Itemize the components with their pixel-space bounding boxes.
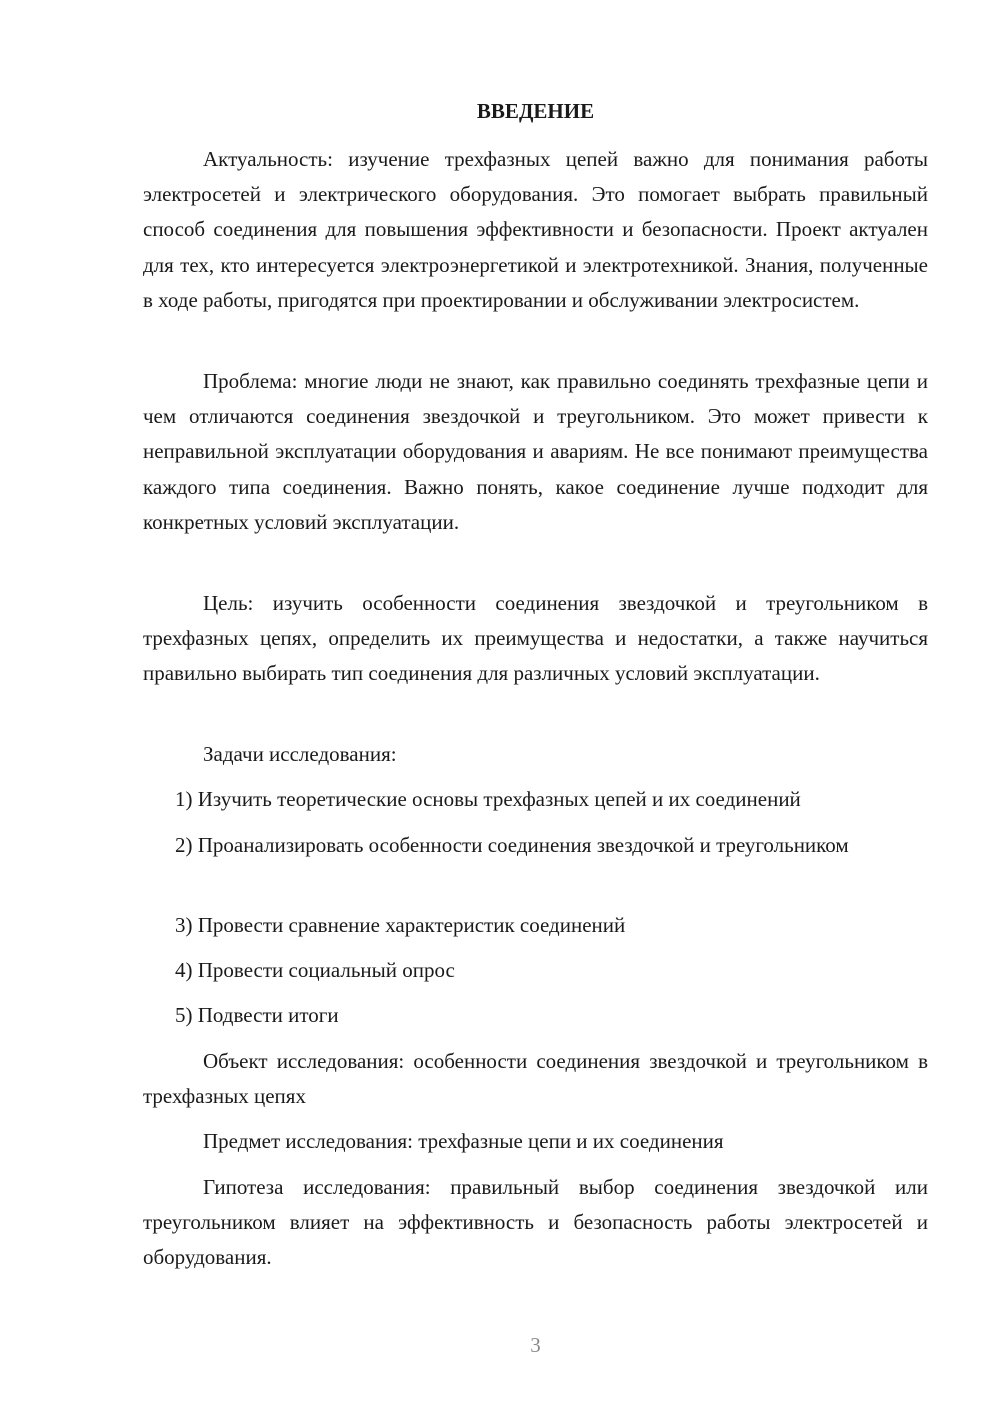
task-item-2: 2) Проанализировать особенности соединения звездочкой и треугольником (175, 833, 849, 857)
hypothesis-paragraph: Гипотеза исследования: правильный выбор соединения звездочкой или треугольником влияет на эффективность и безопасность работы электросетей и оборудования. (143, 1175, 928, 1270)
task-item-5: 5) Подвести итоги (175, 1003, 339, 1027)
document-page (143, 0, 928, 1414)
problem-paragraph: Проблема: многие люди не знают, как правильно соединять трехфазные цепи и чем отличаются соединения звездочкой и треугольником. Это может привести к неправильной эксплуатации оборудования и авариям. Не все понимают преимущества каждого типа соединения. Важно понять, какое соединение лучше подходит для конкретных условий эксплуатации. (143, 369, 928, 534)
object-paragraph: Объект исследования: особенности соединения звездочкой и треугольником в трехфазных цепях (143, 1049, 928, 1109)
goal-paragraph: Цель: изучить особенности соединения звездочкой и треугольником в трехфазных цепях, определить их преимущества и недостатки, а также научиться правильно выбирать тип соединения для различных условий эксплуатации. (143, 591, 928, 686)
task-item-3: 3) Провести сравнение характеристик соединений (175, 913, 626, 937)
section-title: ВВЕДЕНИЕ (476, 99, 595, 123)
relevance-paragraph: Актуальность: изучение трехфазных цепей важно для понимания работы электросетей и электрического оборудования. Это помогает выбрать правильный способ соединения для повышения эффективности и безопасности. Проект актуален для тех, кто интересуется электроэнергетикой и электротехникой. Знания, полученные в ходе работы, пригодятся при проектировании и обслуживании электросистем. (143, 147, 928, 312)
task-item-4: 4) Провести социальный опрос (175, 958, 455, 982)
task-item-1: 1) Изучить теоретические основы трехфазных цепей и их соединений (175, 787, 801, 811)
page-number: 3 (530, 1333, 541, 1357)
tasks-heading: Задачи исследования: (203, 742, 397, 766)
subject-paragraph: Предмет исследования: трехфазные цепи и их соединения (203, 1129, 724, 1153)
